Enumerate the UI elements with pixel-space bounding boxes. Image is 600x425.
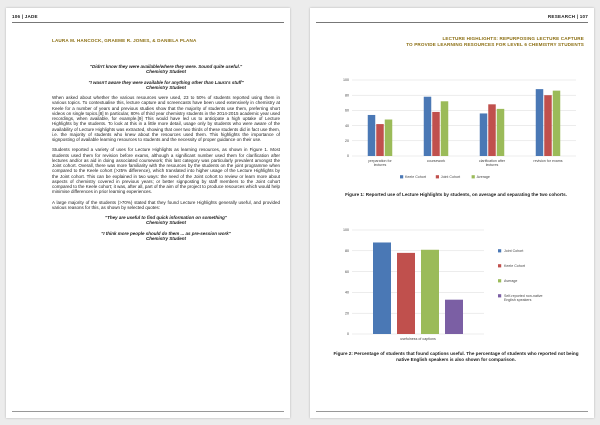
student-quote: "They are useful to find quick information on something" Chemistry Student xyxy=(104,215,228,226)
bar xyxy=(368,115,376,156)
legend-label: Keele Cohort xyxy=(504,264,525,268)
left-header xyxy=(12,14,284,20)
legend-swatch xyxy=(472,175,475,178)
bar xyxy=(385,120,393,156)
x-tick-label: clarification after xyxy=(478,159,506,163)
student-quote: "I think more people should do them ... as pre-session work" Chemistry Student xyxy=(101,230,231,241)
x-tick-label: lectures xyxy=(373,163,387,168)
student-quote: "Didn't know they were available/where they were. Sound quite useful." Chemistry Student xyxy=(89,64,243,75)
y-tick-label: 20 xyxy=(345,139,349,143)
y-tick-label: 100 xyxy=(343,78,349,83)
bar xyxy=(424,97,432,156)
x-tick-label: usefulness of captions xyxy=(400,337,436,341)
right-page-number: RESEARCH | 107 xyxy=(547,14,588,19)
left-page-number: 106 | JADE xyxy=(12,14,38,19)
right-header xyxy=(316,14,588,20)
bar xyxy=(497,109,505,156)
paragraph: When asked about whether the various resources were used, 23 to 50% of students reported using them in various topics. To contextualise this, lecture capture and screencasts have been used extensively in chemistry at Keele for a number of years and previous studies show that the majority of students use them, preferring short videos on single topics.[8] In particular, 80% of third year chemistry students in the 2014-2015 academic year used recordings, when available, for example.[9] This would have led us to anticipate a high uptake of Lecture Highlights by the students. To look at this in a little more detail, usage only by students who were aware of the availability of Lecture Highlights was extracted, showing that over two thirds of these students did in fact use them, i.e. the majority of students who knew about the resources used them. This highlights the importance of signposting of available learning resources to students and the necessity of proper guidance on their use. xyxy=(52,95,280,142)
bar xyxy=(488,104,496,156)
bar xyxy=(397,253,415,334)
legend-label: Keele Cohort xyxy=(405,175,426,179)
authors-running-head: LAURA M. HANCOCK, GRAEME R. JONES, & DANIELA PLANA xyxy=(52,38,197,43)
legend-swatch xyxy=(436,175,439,178)
footer-rule xyxy=(12,411,284,412)
right-page xyxy=(310,8,594,418)
left-page xyxy=(6,8,290,418)
legend-swatch xyxy=(498,294,501,297)
x-tick-label: preparation for xyxy=(368,159,392,163)
figure-1-chart xyxy=(330,74,582,186)
bar xyxy=(421,250,439,334)
header-rule xyxy=(12,22,284,23)
paragraph: Students reported a variety of uses for Lecture Highlights as learning resources, as shown in Figure 1. Most students used them for revision before exams, although a significant number used them for clarification after lectures and/or as aid in doing associated coursework; this last category was particularly prevalent amongst the Joint cohort. Overall, there was more familiarity with the resources by the students on the joint programme when compared to the Keele cohort (>25% difference), which translated into higher usage of the Lecture Highlights by the Joint cohort. This can be explained in two ways: the need of the Joint cohort to review or learn more about aspects of chemistry covered in previous years; or better signposting by staff members to the Joint cohort compared to the Keele cohort; it was, after all, part of the aim of the project to produce resources which would help minimise differences in prior learning experiences. xyxy=(52,147,280,195)
legend-swatch xyxy=(498,279,501,282)
legend-label: Joint Cohort xyxy=(504,249,524,253)
bar xyxy=(536,89,544,156)
y-tick-label: 20 xyxy=(345,311,349,316)
y-tick-label: 100 xyxy=(343,228,349,233)
legend-label: Self-reported non-native xyxy=(504,294,543,298)
y-tick-label: 80 xyxy=(345,93,349,98)
bar xyxy=(544,95,552,156)
figure-2-chart xyxy=(330,222,582,346)
y-tick-label: 60 xyxy=(345,269,349,274)
bar xyxy=(445,300,463,334)
legend-label: Average xyxy=(504,279,518,283)
header-rule xyxy=(316,22,588,23)
figure-2-caption: Figure 2: Percentage of students that found captions useful. The percentage of students who reported not being native English speakers is also shown for comparison. xyxy=(333,351,579,362)
x-tick-label: coursework xyxy=(426,159,446,163)
y-tick-label: 40 xyxy=(345,290,349,295)
bar xyxy=(373,242,391,334)
legend-label: English speakers xyxy=(504,298,532,303)
y-tick-label: 0 xyxy=(347,154,349,159)
student-quote: "I wasn't aware they were available for anything other than Laura's stuff" Chemistry Student xyxy=(88,79,244,90)
footer-rule xyxy=(316,411,588,412)
y-tick-label: 80 xyxy=(345,249,349,253)
y-tick-label: 60 xyxy=(345,108,349,113)
legend-label: Average xyxy=(476,175,490,179)
article-body xyxy=(52,64,280,246)
legend-swatch xyxy=(498,264,501,267)
legend-swatch xyxy=(400,175,403,178)
legend-swatch xyxy=(498,249,501,252)
x-tick-label: lectures xyxy=(485,163,499,168)
bar xyxy=(480,113,488,156)
y-tick-label: 40 xyxy=(345,123,349,128)
bar xyxy=(441,101,449,156)
bar xyxy=(432,112,440,156)
figure-1-caption: Figure 1: Reported use of Lecture Highlights by students, on average and separating the two cohorts. xyxy=(345,192,567,197)
x-tick-label: revision for exams xyxy=(533,159,563,163)
title-running-head: LECTURE HIGHLIGHTS: REPURPOSING LECTURE CAPTURE TO PROVIDE LEARNING RESOURCES FOR LEVEL 6 CHEMISTRY STUDENTS xyxy=(406,36,584,47)
paragraph: A large majority of the students (>70%) stated that they found Lecture Highlights generally useful, and provided various reasons for this, as shown by selected quotes: xyxy=(52,199,280,210)
y-tick-label: 0 xyxy=(347,332,349,337)
bar xyxy=(553,91,561,156)
bar xyxy=(376,124,384,156)
legend-label: Joint Cohort xyxy=(440,175,461,179)
